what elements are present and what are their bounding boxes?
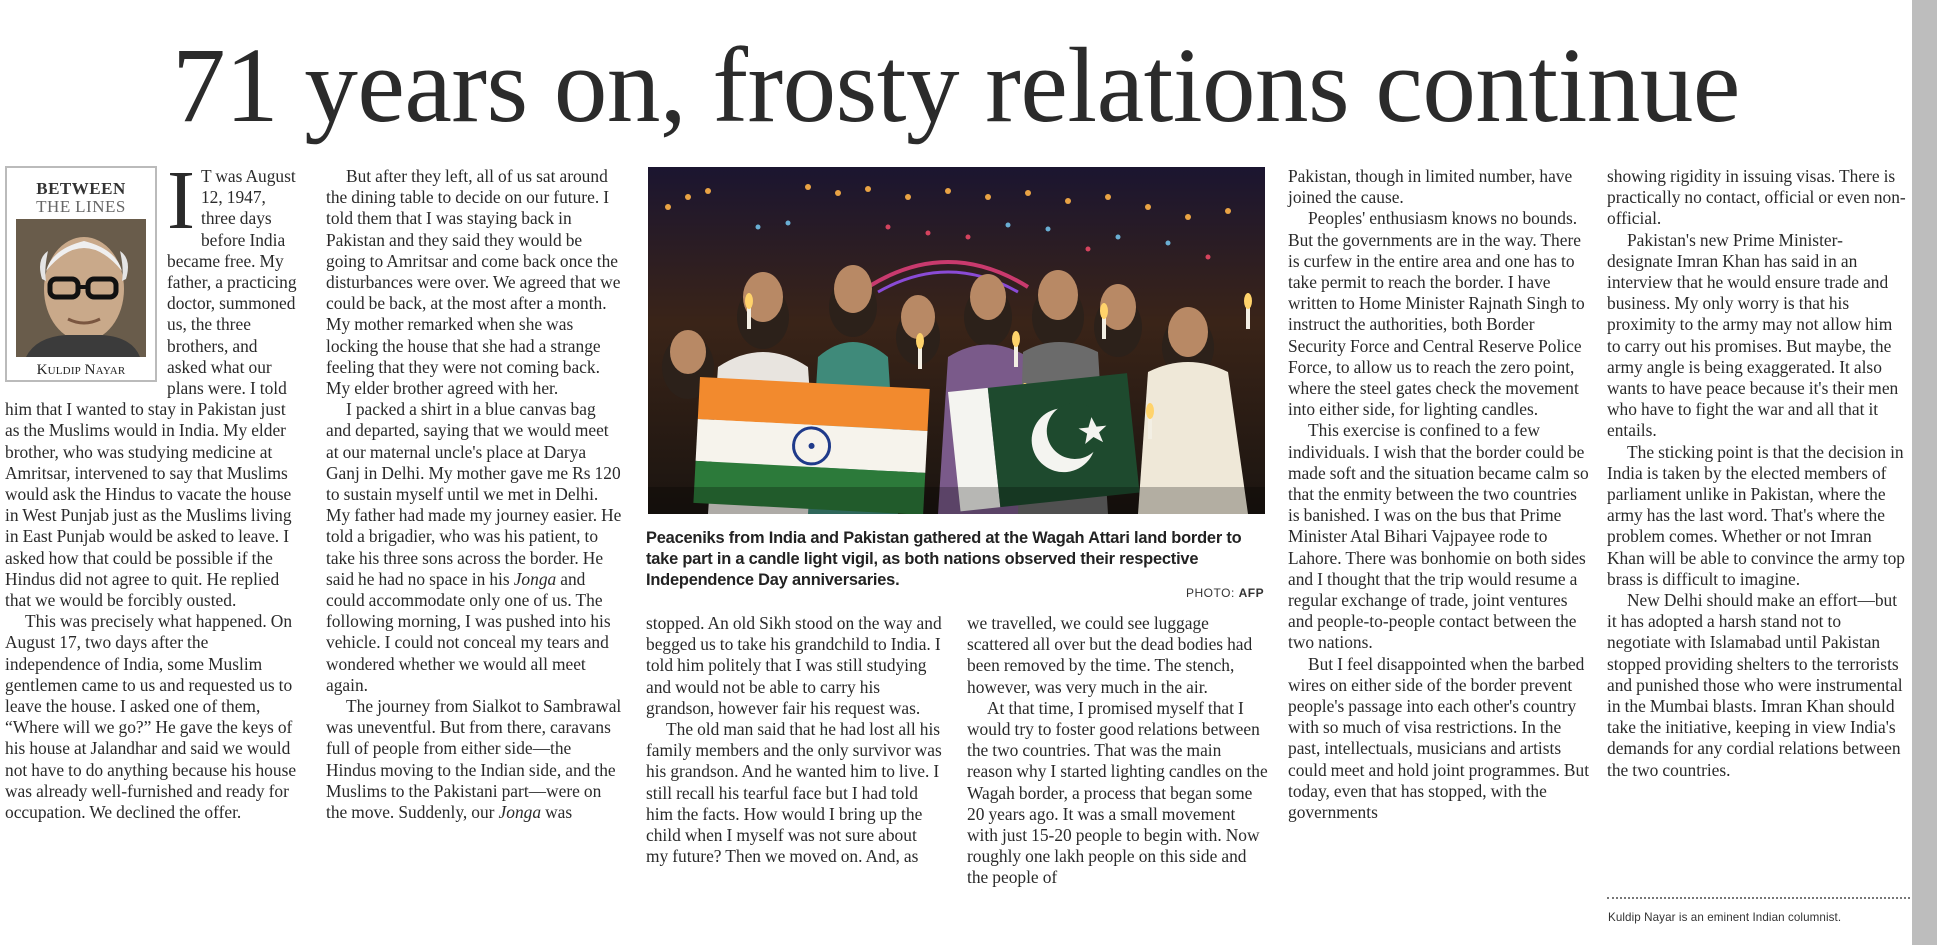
paragraph: stopped. An old Sikh stood on the way and begged us to take his grandchild to India. I told him politely that I was still studying and would not be able to carry his grandson, however fair his request was. bbox=[646, 613, 942, 718]
author-portrait bbox=[16, 219, 146, 357]
photo-credit-label: PHOTO: bbox=[1186, 586, 1235, 600]
paragraph: The sticking point is that the decision in India is taken by the elected members of parliament unlike in Pakistan, where the army has the last word. That's where the problem comes. Whether or not Imran Khan will be able to convince the army top brass is difficult to imagine. bbox=[1607, 441, 1905, 589]
divider bbox=[1607, 897, 1910, 899]
paragraph-text: was bbox=[541, 802, 573, 823]
article-column-5 bbox=[1288, 166, 1590, 823]
paragraph: This exercise is confined to a few individuals. I wish that the border could be made soft and the situation became calm so that the enmity between the two countries is banished. I was on the bus that Prime Minister Atal Bihari Vajpayee rode to Lahore. There was bonhomie on both sides and I thought that the trip would resume a regular exchange of trade, joint ventures and people-to-people contact between the two nations. bbox=[1288, 420, 1589, 653]
paragraph bbox=[326, 399, 623, 696]
paragraph bbox=[326, 696, 623, 823]
paragraph: Pakistan's new Prime Minister-designate Imran Khan has said in an interview that he would ensure trade and business. My only worry is that his proximity to the army may not allow him to carry out his promises. But maybe, the army angle is being exaggerated. It also wants to have peace because it's their men who have to fight the war and all that it entails. bbox=[1607, 229, 1899, 441]
paragraph-text: The journey from Sialkot to Sambrawal was uneventful. But from there, caravans full of people from either side—the Hindus moving to the Indian side, and the Muslims to the Pakistani part—were on the move. Suddenly, our bbox=[326, 696, 622, 823]
drop-cap: I bbox=[167, 154, 195, 247]
news-photo bbox=[648, 167, 1265, 514]
paragraph-text: I packed a shirt in a blue canvas bag and departed, saying that we would meet at our maternal uncle's place at Darya Ganj in Delhi. My mother gave me Rs 120 to sustain myself until we met in Delhi. My father had made my journey easier. He told a brigadier, who was his patient, to take his three sons across the border. He said he had no space in his bbox=[326, 399, 622, 589]
photo-credit-agency: AFP bbox=[1238, 586, 1265, 600]
page-margin bbox=[1912, 0, 1937, 945]
byline-box bbox=[5, 166, 157, 382]
paragraph: But after they left, all of us sat around the dining table to decide on our future. I told them that I was staying back in Pakistan and they said they would be going to Amritsar and come back once the disturbances were over. We agreed that we could be back, at the most after a month. My mother remarked when she was locking the house that she had a strange feeling that they were not coming back. My elder brother agreed with her. bbox=[326, 166, 621, 399]
paragraph: T was August 12, 1947, three days before India became free. My father, a practicing doctor, summoned us, the three brothers, and asked what our plans were. I told him that I wanted to stay in Pakistan just as the Muslims would in India. My elder brother, who was studying medicine at Amritsar, intervened to say that Muslims would ask the Hindus to vacate the house in West Punjab just as the Muslims living in East Punjab would be asked to leave. I asked how that could be possible if the Hindus did not agree to quit. He replied that we would be forcibly ousted. bbox=[5, 166, 297, 611]
paragraph: Pakistan, though in limited number, have joined the cause. bbox=[1288, 166, 1573, 208]
paragraph: Peoples' enthusiasm knows no bounds. But the governments are in the way. There is curfew in the entire area and one has to take permit to reach the border. I have written to Home Minister Rajnath Singh to instruct the authorities, both Border Security Force and Central Reserve Police Force, to allow us to reach the zero point, where the steel gates check the movement into either side, for lighting candles. bbox=[1288, 208, 1585, 420]
headline: 71 years on, frosty relations continue bbox=[172, 27, 1740, 145]
article-column-2 bbox=[326, 166, 623, 823]
photo-credit bbox=[1186, 586, 1264, 600]
vehicle-name: Jonga bbox=[513, 568, 557, 589]
paragraph: At that time, I promised myself that I would try to foster good relations between the two countries. That was the main reason why I started lighting candles on the Wagah border, a process that began some 20 years ago. It was a small movement with just 15-20 people to begin with. Now roughly one lakh people on this side and the people of bbox=[967, 697, 1268, 888]
column-kicker-sub: THE LINES bbox=[36, 197, 126, 216]
vigil-photo-illustration bbox=[648, 167, 1265, 514]
vehicle-name: Jonga bbox=[498, 802, 542, 823]
article-column-6 bbox=[1607, 166, 1907, 781]
paragraph: we travelled, we could see luggage scattered all over but the dead bodies had been removed by the time. The stench, however, was very much in the air. bbox=[967, 613, 1253, 697]
paragraph: This was precisely what happened. On August 17, two days after the independence of India, some Muslim gentlemen came to us and requested us to leave the house. I asked one of them, “Where will we go?” He gave the keys of his house at Jalandhar and said we would not have to do anything because his house was already well-furnished and ready for occupation. We declined the offer. bbox=[5, 611, 297, 823]
paragraph: showing rigidity in issuing visas. There is practically no contact, official or even non-official. bbox=[1607, 166, 1906, 229]
paragraph: The old man said that he had lost all his family members and the only survivor was his grandson. And he wanted him to live. I still recall his tearful face but I had told him the facts. How would I bring up the child when I myself was not sure about my future? Then we moved on. And, as bbox=[646, 719, 942, 867]
article-column-1 bbox=[5, 154, 300, 823]
author-name: Kuldip Nayar bbox=[36, 362, 126, 378]
author-note: Kuldip Nayar is an eminent Indian columnist. bbox=[1608, 911, 1842, 924]
photo-caption: Peaceniks from India and Pakistan gathered at the Wagah Attari land border to take part in a candle light vigil, as both nations observed their respective Independence Day anniversaries. bbox=[646, 529, 1242, 589]
paragraph: New Delhi should make an effort—but it has adopted a harsh stand not to negotiate with Islamabad until Pakistan stopped providing shelters to the terrorists and punished those who were instrumental in the Mumbai blasts. Imran Khan should take the initiative, keeping in view India's demands for any cordial relations between the two countries. bbox=[1607, 590, 1903, 780]
paragraph-text: and could accommodate only one of us. The following morning, I was pushed into his vehicle. I could not conceal my tears and wondered whether we would all meet again. bbox=[326, 568, 611, 695]
article-column-4 bbox=[967, 613, 1269, 889]
article-column-3 bbox=[646, 613, 943, 867]
paragraph: But I feel disappointed when the barbed wires on either side of the border prevent people's passage into each other's country with so much of visa restrictions. In the past, intellectuals, musicians and artists could meet and hold joint programmes. But today, even that has stopped, with the governments bbox=[1288, 653, 1590, 823]
column-kicker: BETWEEN bbox=[36, 179, 126, 198]
